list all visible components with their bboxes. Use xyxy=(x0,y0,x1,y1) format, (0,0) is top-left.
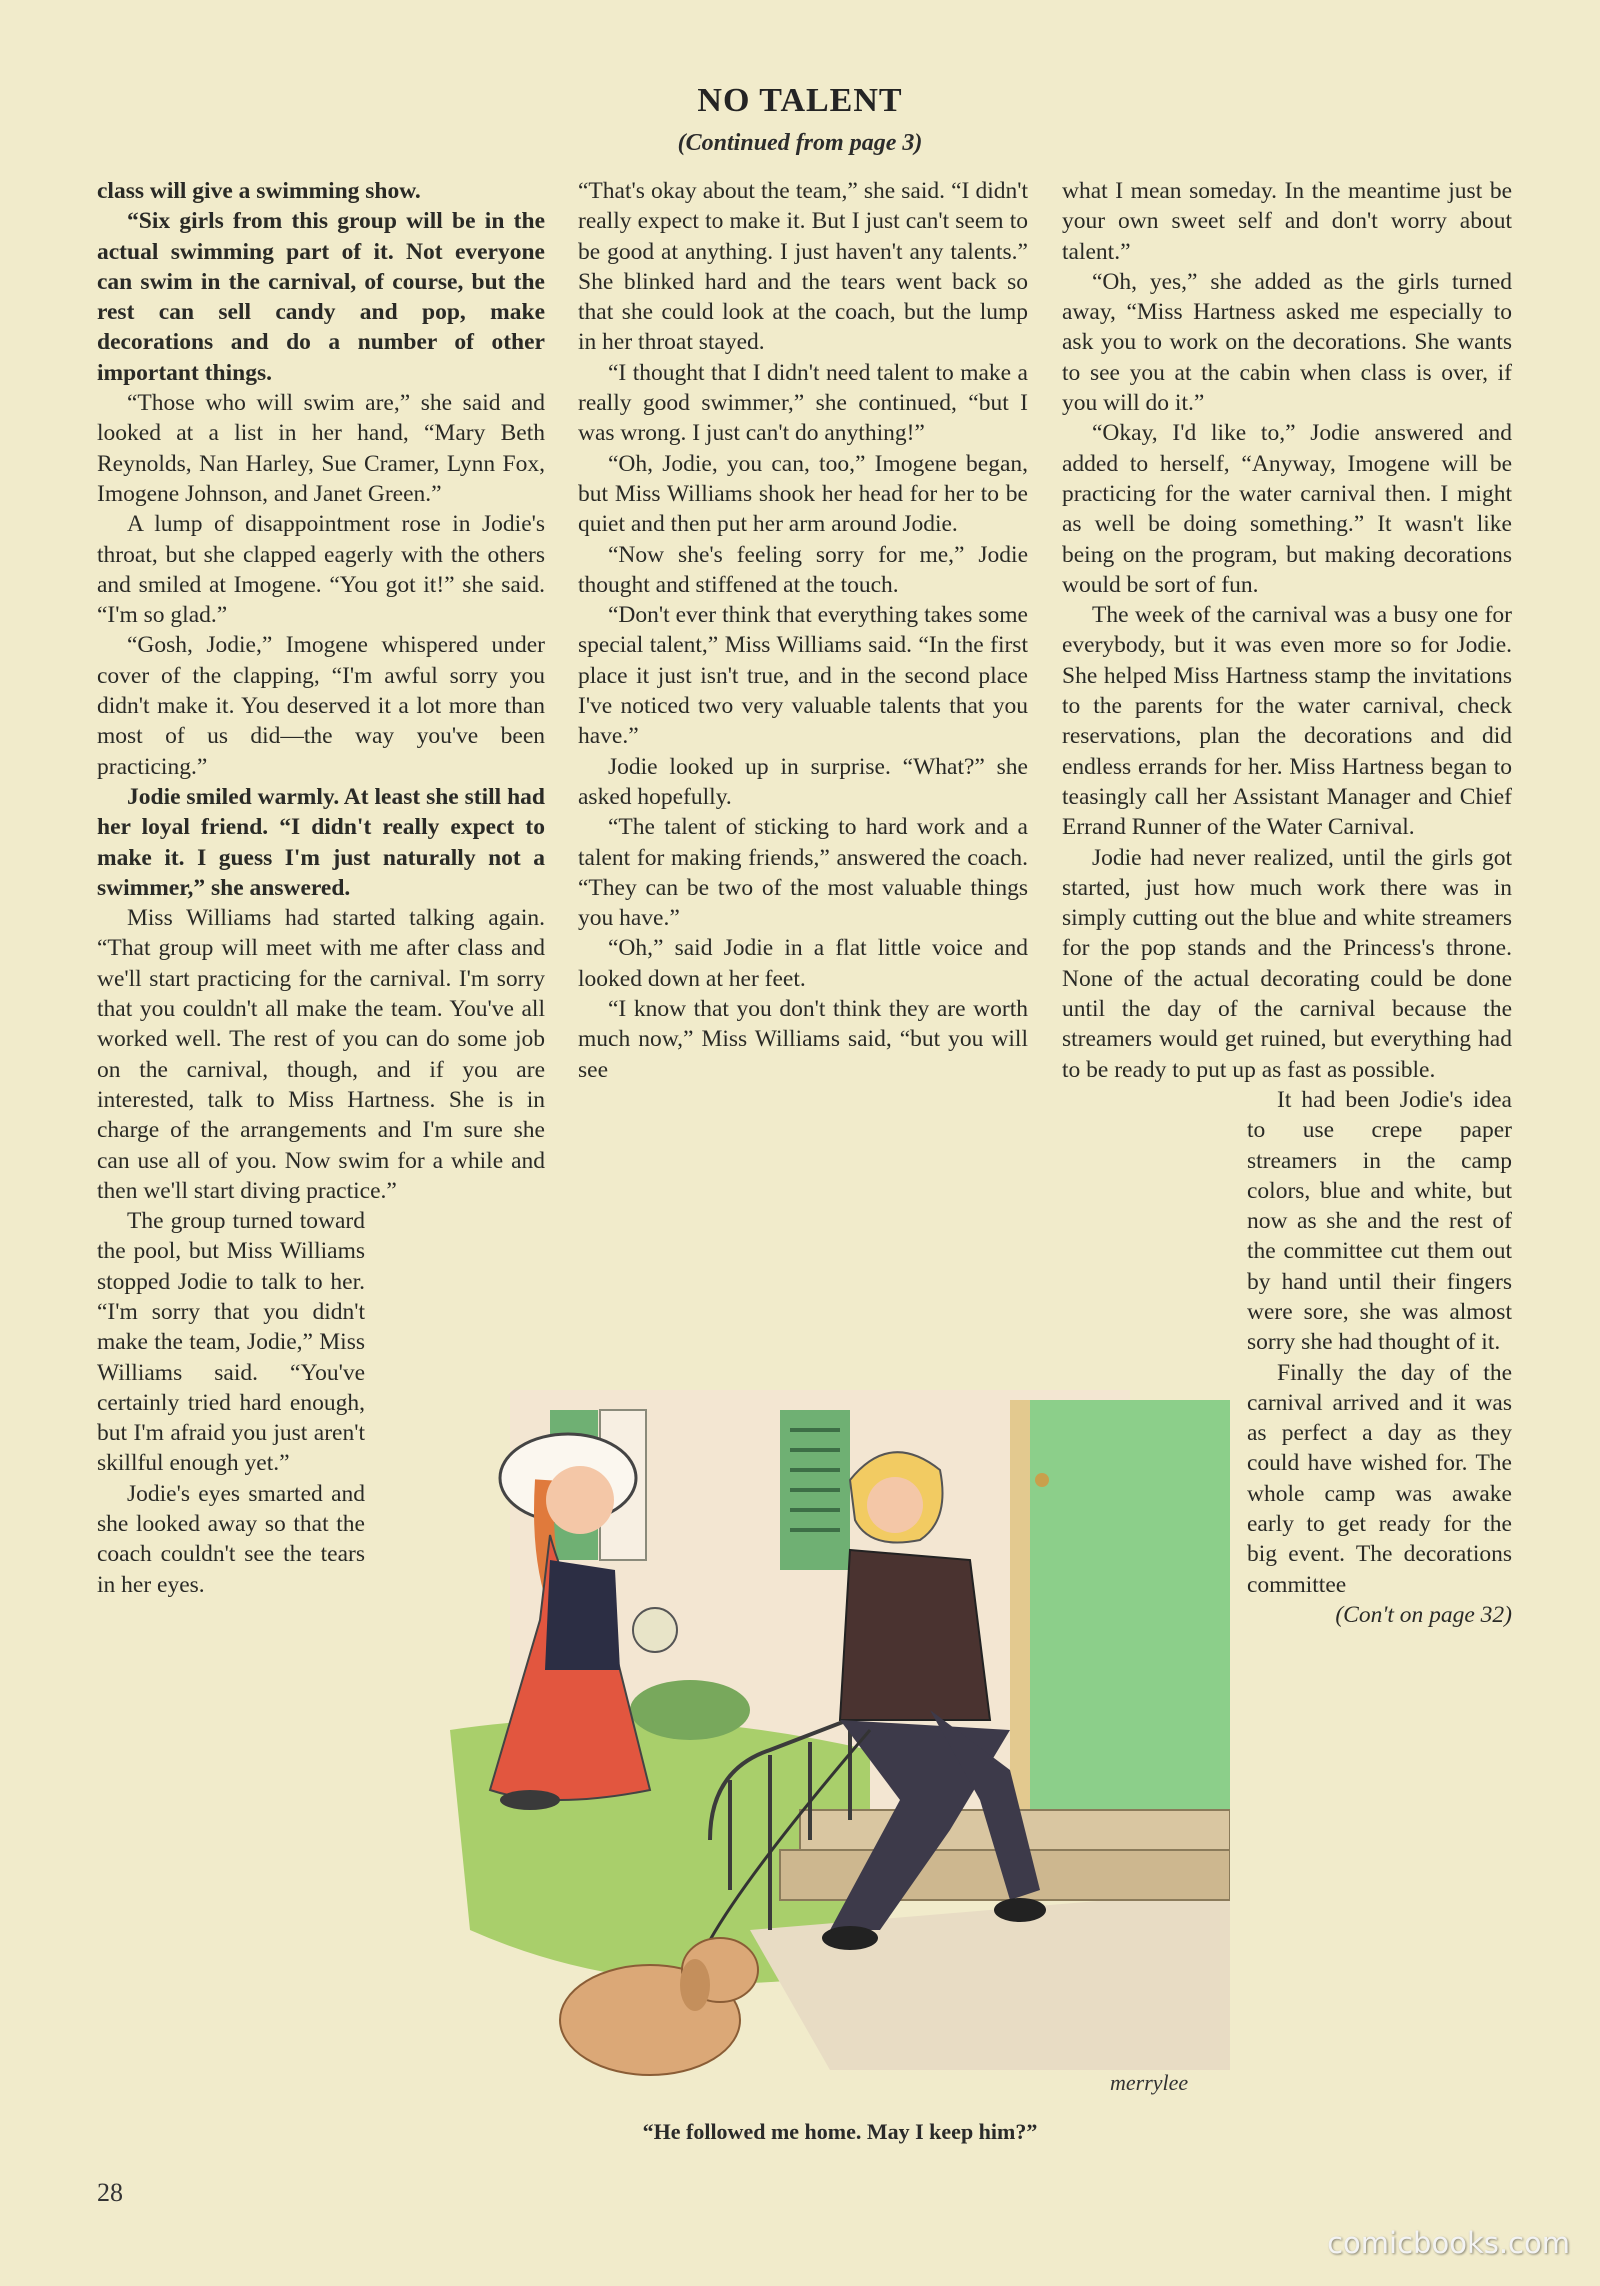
paragraph: “Gosh, Jodie,” Imogene whispered under cover of the clapping, “I'm awful sorry you didn't make it. You deserved it a lot more than most of us did—the way you've been practicing.” xyxy=(97,632,545,780)
paragraph: Miss Williams had started talking again. “That group will meet with me after class and we'll start practicing for the carnival. I'm sorry that you couldn't all make the team. You've all worked well. The rest of you can do some job on the carnival, though, and if you are interested, talk to Miss Hartness. She is in charge of the arrangements and I'm sure she can use all of you. Now swim for a while and then we'll start diving practice.” xyxy=(97,905,545,1204)
story-illustration xyxy=(450,1370,1230,2110)
illustration-caption: “He followed me home. May I keep him?” xyxy=(642,2119,1038,2144)
continued-reference: (Con't on page 32) xyxy=(1335,1601,1512,1628)
paragraph: Jodie looked up in surprise. “What?” she asked hopefully. xyxy=(578,753,1028,810)
paragraph: “Now she's feeling sorry for me,” Jodie thought and stiffened at the touch. xyxy=(578,541,1028,598)
door xyxy=(1020,1400,1230,1820)
paragraph: “Oh,” said Jodie in a flat little voice and looked down at her feet. xyxy=(578,935,1028,992)
flower-bouquet-icon xyxy=(633,1608,677,1652)
paragraph: what I mean someday. In the meantime just be your own sweet self and don't worry about talent.” xyxy=(1062,178,1512,265)
paragraph: Jodie's eyes smarted and she looked away so that the coach couldn't see the tears in her eyes. xyxy=(97,1480,365,1598)
paragraph: “The talent of sticking to hard work and a talent for making friends,” answered the coach. “They can be two of the most valuable things you have.” xyxy=(578,814,1028,932)
bush xyxy=(630,1680,750,1740)
paragraph: It had been Jodie's idea to use crepe paper streamers in the camp colors, blue and white, but now as she and the rest of the committee cut them out by hand until their fingers were sore, she was almost sorry she had thought of it. xyxy=(1247,1086,1512,1356)
story-subtitle: (Continued from page 3) xyxy=(677,130,923,156)
paragraph: “Okay, I'd like to,” Jodie answered and added to herself, “Anyway, Imogene will be practicing for the water carnival then. I might as well be doing something.” It wasn't like being on the program, but making decorations would be sort of fun. xyxy=(1062,420,1512,598)
paragraph: class will give a swimming show. xyxy=(97,178,421,204)
text-column-2 xyxy=(578,176,1028,1085)
paragraph: Finally the day of the carnival arrived and it was as perfect a day as they could have wished for. The whole camp was awake early to get ready for the big event. The decorations committee xyxy=(1247,1359,1512,1598)
paragraph: “I thought that I didn't need talent to make a really good swimmer,” she continued, “but I was wrong. I just can't do anything!” xyxy=(578,359,1028,447)
paragraph: Jodie had never realized, until the girls got started, just how much work there was in simply cutting out the blue and white streamers for the pop stands and the Princess's throne. None of the actual decorating could be done until the day of the carnival because the streamers would get ruined, but everything had to be ready to put up as fast as possible. xyxy=(1062,844,1512,1083)
paragraph: “I know that you don't think they are worth much now,” Miss Williams said, “but you will see xyxy=(578,996,1028,1083)
paragraph: “Six girls from this group will be in the actual swimming part of it. Not everyone can swim in the carnival, of course, but the rest can sell candy and pop, make decorations and do a number of other important things. xyxy=(97,208,545,386)
paragraph: “Oh, yes,” she added as the girls turned away, “Miss Hartness asked me especially to ask you to work on the decorations. She wants to see you at the cabin when class is over, if you will do it.” xyxy=(1062,268,1512,417)
paragraph: “Those who will swim are,” she said and looked at a list in her hand, “Mary Beth Reynolds, Nan Harley, Sue Cramer, Lynn Fox, Imogene Johnson, and Janet Green.” xyxy=(97,390,545,507)
paragraph: A lump of disappointment rose in Jodie's throat, but she clapped eagerly with the others and smiled at Imogene. “You got it!” she said. “I'm so glad.” xyxy=(97,511,545,629)
watermark: comicbooks.com xyxy=(1327,2226,1570,2260)
door-frame xyxy=(1010,1400,1030,1840)
artist-signature: merrylee xyxy=(1110,2070,1189,2095)
doorknob xyxy=(1035,1473,1049,1487)
story-title: NO TALENT xyxy=(697,82,903,119)
page-number: 28 xyxy=(97,2178,123,2207)
paragraph: The week of the carnival was a busy one for everybody, but it was even more so for Jodie. She helped Miss Hartness stamp the invitations to the parents for the water carnival, check reservations, plan the decorations and did endless errands for her. Miss Hartness began to teasingly call her Assistant Manager and Chief Errand Runner of the Water Carnival. xyxy=(1062,602,1512,841)
paragraph: “Oh, Jodie, you can, too,” Imogene began, but Miss Williams shook her head for her to be quiet and then put her arm around Jodie. xyxy=(578,450,1028,538)
paragraph: “That's okay about the team,” she said. “I didn't really expect to make it. But I just can't seem to be good at anything. I just haven't any talents.” She blinked hard and the tears went back so that she could look at the coach, but the lump in her throat stayed. xyxy=(578,178,1028,356)
paragraph: The group turned toward the pool, but Miss Williams stopped Jodie to talk to her. “I'm sorry that you didn't make the team, Jodie,” Miss Williams said. “You've certainly tried hard enough, but I'm afraid you just aren't skillful enough yet.” xyxy=(97,1208,365,1477)
paragraph: Jodie smiled warmly. At least she still had her loyal friend. “I didn't really expect to make it. I guess I'm just naturally not a swimmer,” she answered. xyxy=(97,783,545,901)
paragraph: “Don't ever think that everything takes some special talent,” Miss Williams said. “In the first place it just isn't true, and in the second place I've noticed two very valuable talents that you have.” xyxy=(578,602,1028,750)
